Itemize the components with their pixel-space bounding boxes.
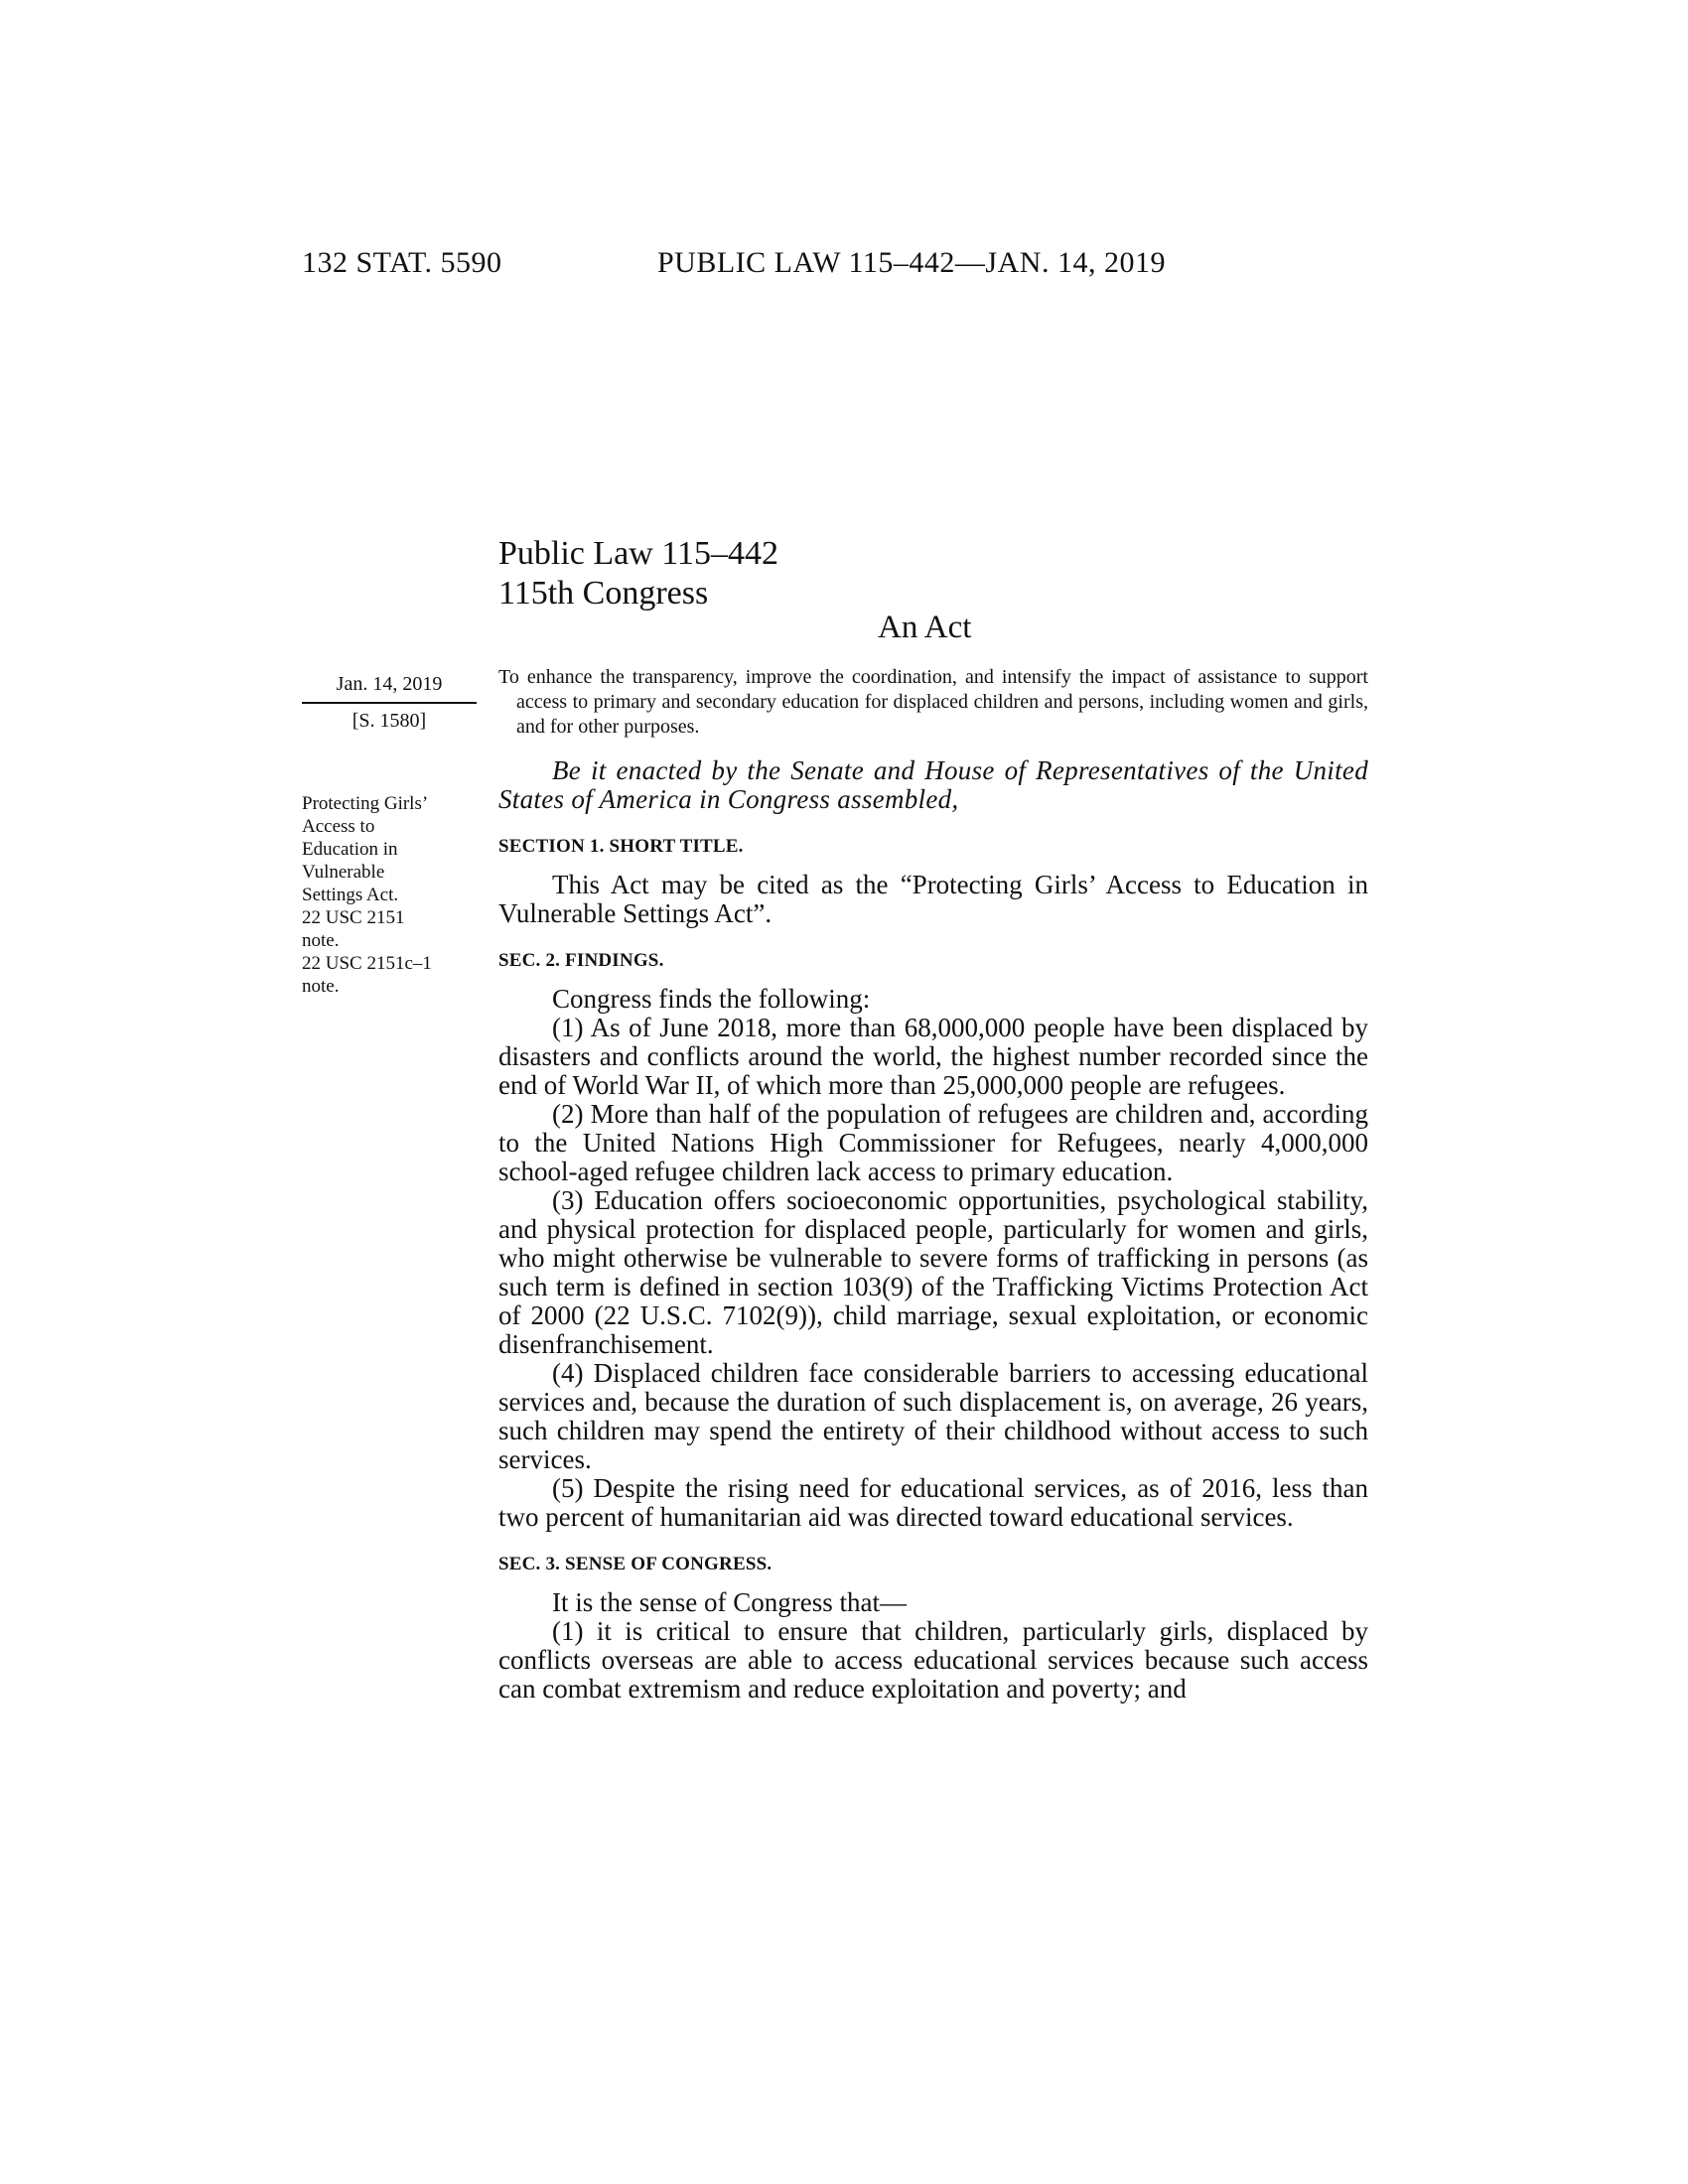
finding-paragraph: (3) Education offers socioeconomic opportunities, psychological stability, and physical protection for displaced people, particularly for women and girls, who might otherwise be vulnerable to severe forms of trafficking in persons (as such term is defined in section 103(9) of the Trafficking Victims Protection Act of 2000 (22 U.S.C. 7102(9)), child marriage, sexual exploitation, or economic disenfranchisement.: [498, 1185, 1368, 1359]
section-paragraph: This Act may be cited as the “Protecting Girls’ Access to Education in Vulnerable Settings Act”.: [498, 870, 1368, 928]
margin-date-box: [302, 673, 477, 733]
act-body: [498, 756, 1368, 1704]
law-title-block: [498, 534, 778, 614]
margin-note: note.: [302, 930, 340, 951]
margin-note: Settings Act.: [302, 885, 399, 905]
section-intro: It is the sense of Congress that—: [552, 1587, 907, 1617]
margin-note: 22 USC 2151c–1: [302, 953, 432, 974]
bill-number: [S. 1580]: [352, 710, 427, 732]
section-heading: SEC. 2. FINDINGS.: [498, 950, 664, 971]
finding-paragraph: (1) As of June 2018, more than 68,000,000 people have been displaced by disasters and conflicts around the world, the highest number recorded since the end of World War II, of which more than 25,000,000 people are refugees.: [498, 1013, 1368, 1100]
enactment-date: Jan. 14, 2019: [302, 673, 477, 704]
section-heading: SECTION 1. SHORT TITLE.: [498, 836, 744, 857]
section-intro: Congress finds the following:: [552, 984, 871, 1014]
congress-number: 115th Congress: [498, 575, 709, 612]
margin-note: 22 USC 2151: [302, 907, 405, 928]
margin-note: Vulnerable: [302, 862, 385, 883]
margin-note: Education in: [302, 839, 398, 860]
enacting-clause: Be it enacted by the Senate and House of Representatives of the United States of America in Congress assembled,: [498, 755, 1368, 814]
finding-paragraph: (2) More than half of the population of refugees are children and, according to the United Nations High Commissioner for Refugees, nearly 4,000,000 school-aged refugee children lack access to primary education.: [498, 1099, 1368, 1186]
public-law-number: Public Law 115–442: [498, 535, 779, 572]
sense-paragraph: (1) it is critical to ensure that children, particularly girls, displaced by conflicts overseas are able to access educational services because such access can combat extremism and reduce exploitation and poverty; and: [498, 1616, 1368, 1704]
margin-note: Protecting Girls’: [302, 793, 429, 814]
running-title: PUBLIC LAW 115–442—JAN. 14, 2019: [657, 246, 1166, 279]
margin-note: Access to: [302, 816, 375, 837]
act-heading: An Act: [878, 610, 972, 645]
margin-note: note.: [302, 976, 340, 997]
purpose-clause: To enhance the transparency, improve the coordination, and intensify the impact of assistance to support access to primary and secondary education for displaced children and persons, including women and girls, and for other purposes.: [498, 666, 1368, 738]
finding-paragraph: (5) Despite the rising need for educational services, as of 2016, less than two percent of humanitarian aid was directed toward educational services.: [498, 1473, 1368, 1532]
finding-paragraph: (4) Displaced children face considerable barriers to accessing educational services and, because the duration of such displacement is, on average, 26 years, such children may spend the entirety of their childhood without access to such services.: [498, 1358, 1368, 1474]
margin-notes: [302, 792, 481, 998]
stat-page-number: 132 STAT. 5590: [302, 246, 502, 279]
section-heading: SEC. 3. SENSE OF CONGRESS.: [498, 1554, 773, 1574]
